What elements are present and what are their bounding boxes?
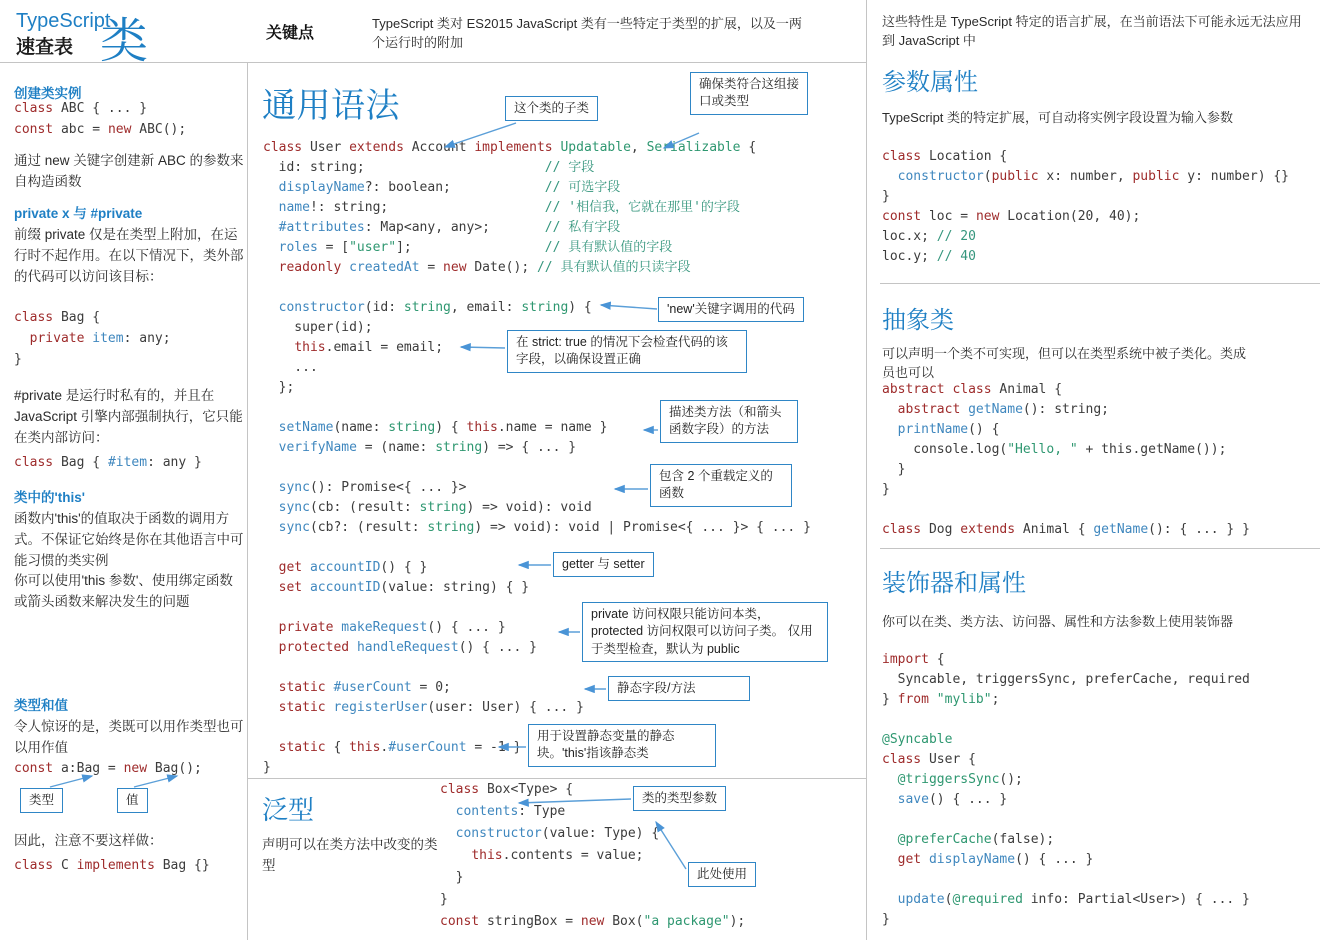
right-column-divider <box>866 0 867 940</box>
section-title-create-instance: 创建类实例 <box>14 86 82 101</box>
annotation-note: getter 与 setter <box>553 552 654 577</box>
annotation-note: 描述类方法（和箭头函数字段）的方法 <box>660 400 798 443</box>
code-hash-item: class Bag { #item: any } <box>14 455 202 470</box>
paragraph-parameter-properties: TypeScript 类的特定扩展，可自动将实例字段设置为输入参数 <box>882 110 1234 125</box>
keypoints-text: TypeScript 类对 ES2015 JavaScript 类有一些特定于类型的扩展，以及一两个运行时的附加 <box>372 16 802 50</box>
paragraph-private-2: #private 是运行时私有的，并且在 JavaScript 引擎内部强制执行，它只能在类内部访问： <box>14 388 243 445</box>
paragraph-generics: 声明可以在类方法中改变的类型 <box>262 837 438 873</box>
section-title-common-syntax: 通用语法 <box>262 87 400 125</box>
annotation-note: 类的类型参数 <box>633 786 726 811</box>
annotation-note: 这个类的子类 <box>505 96 598 121</box>
right-intro-text: 这些特性是 TypeScript 特定的语言扩展，在当前语法下可能永远无法应用到 JavaScript 中 <box>882 14 1302 48</box>
paragraph-warning: 因此，注意不要这样做： <box>14 833 163 848</box>
paragraph-abstract-classes: 可以声明一个类不可实现，但可以在类型系统中被子类化。类成员也可以 <box>882 346 1247 380</box>
annotation-note: private 访问权限只能访问本类，protected 访问权限可以访问子类。 仅用于类型检查，默认为 public <box>582 602 828 662</box>
section-title-generics: 泛型 <box>262 795 315 825</box>
annotation-note: 值 <box>117 788 148 813</box>
code-abstract-animal: abstract class Animal { abstract getName(): string; printName() { console.log("Hello, " + this.getName()); } } class Dog extends Animal { getName(): { ... } } <box>882 382 1250 537</box>
paragraph-create-instance: 通过 new 关键字创建新 ABC 的参数来自构造函数 <box>14 153 244 189</box>
paragraph-type-and-value: 令人惊讶的是，类既可以用作类型也可以用作值 <box>14 719 244 755</box>
code-private-bag: class Bag { private item: any; } <box>14 310 171 367</box>
right-section-divider-1 <box>880 283 1320 284</box>
section-title-abstract-classes: 抽象类 <box>882 307 954 334</box>
code-implements-bag: class C implements Bag {} <box>14 858 210 873</box>
annotation-note: 'new'关键字调用的代码 <box>658 297 804 322</box>
annotation-note: 确保类符合这组接口或类型 <box>690 72 808 115</box>
section-title-decorators: 装饰器和属性 <box>882 570 1026 597</box>
right-section-divider-2 <box>880 548 1320 549</box>
section-title-type-and-value: 类型和值 <box>14 698 68 713</box>
annotation-note: 用于设置静态变量的静态块。'this'指该静态类 <box>528 724 716 767</box>
logo-typescript: TypeScript <box>16 10 111 32</box>
keypoints-label: 关键点 <box>266 25 315 42</box>
paragraph-decorators: 你可以在类、类方法、访问器、属性和方法参数上使用装饰器 <box>882 614 1234 629</box>
page-title: 类 <box>100 15 149 68</box>
code-user-class: class User extends Account implements Updatable, Serializable { id: string; // 字段 displayName?: boolean; // 可选字段 name!: string; // '相信我，它就在那里'的字段 #attributes: Map<any, any>; // 私有字段 roles = ["user"]; // 具有默认值的字段 readonly createdAt = new Date(); // 具有默认值的只读字段 constructor(id: string, email: string) { super(id); this.email = email; ... }; setName(name: string) { this.name = name } verifyName = (name: string) => { ... } sync(): Promise<{ ... }> sync(cb: (result: string) => void): void sync(cb?: (result: string) => void): void | Promise<{ ... }> { ... } get accountID() { } set accountID(value: string) { } private makeRequest() { ... } protected handleRequest() { ... } static #userCount = 0; static registerUser(user: User) { ... } static { this.#userCount = -1 } } <box>263 140 811 775</box>
code-generics-box: class Box<Type> { contents: Type constructor(value: Type) { this.contents = value; } } const stringBox = new Box("a package"); <box>440 782 746 929</box>
logo-subtitle: 速查表 <box>16 37 74 58</box>
annotation-note: 类型 <box>20 788 63 813</box>
paragraph-private-1: 前缀 private 仅是在类型上附加，在运行时不起作用。在以下情况下，类外部的代码可以访问该目标： <box>14 227 244 284</box>
annotation-note: 包含 2 个重载定义的函数 <box>650 464 792 507</box>
annotation-note: 在 strict: true 的情况下会检查代码的该字段，以确保设置正确 <box>507 330 747 373</box>
annotation-note: 此处使用 <box>688 862 756 887</box>
annotation-note: 静态字段/方法 <box>608 676 750 701</box>
left-column-divider <box>247 62 248 940</box>
code-location-class: class Location { constructor(public x: number, public y: number) {} } const loc = new Location(20, 40); loc.x; // 20 loc.y; // 40 <box>882 149 1290 264</box>
paragraph-this-1: 函数内'this'的值取决于函数的调用方式。不保证它始终是你在其他语言中可能习惯的类实例 <box>14 511 244 568</box>
code-create-instance: class ABC { ... } const abc = new ABC(); <box>14 101 187 137</box>
code-decorators-user: import { Syncable, triggersSync, preferCache, required } from "mylib"; @Syncable class User { @triggersSync(); save() { ... } @preferCache(false); get displayName() { ... } update(@required info: Partial<User>) { ... } } <box>882 652 1250 927</box>
section-title-this: 类中的'this' <box>14 490 85 505</box>
paragraph-this-2: 你可以使用'this 参数'、使用绑定函数或箭头函数来解决发生的问题 <box>14 573 233 609</box>
code-type-value: const a:Bag = new Bag(); <box>14 761 202 776</box>
section-title-private: private x 与 #private <box>14 206 143 221</box>
section-title-parameter-properties: 参数属性 <box>882 69 978 96</box>
